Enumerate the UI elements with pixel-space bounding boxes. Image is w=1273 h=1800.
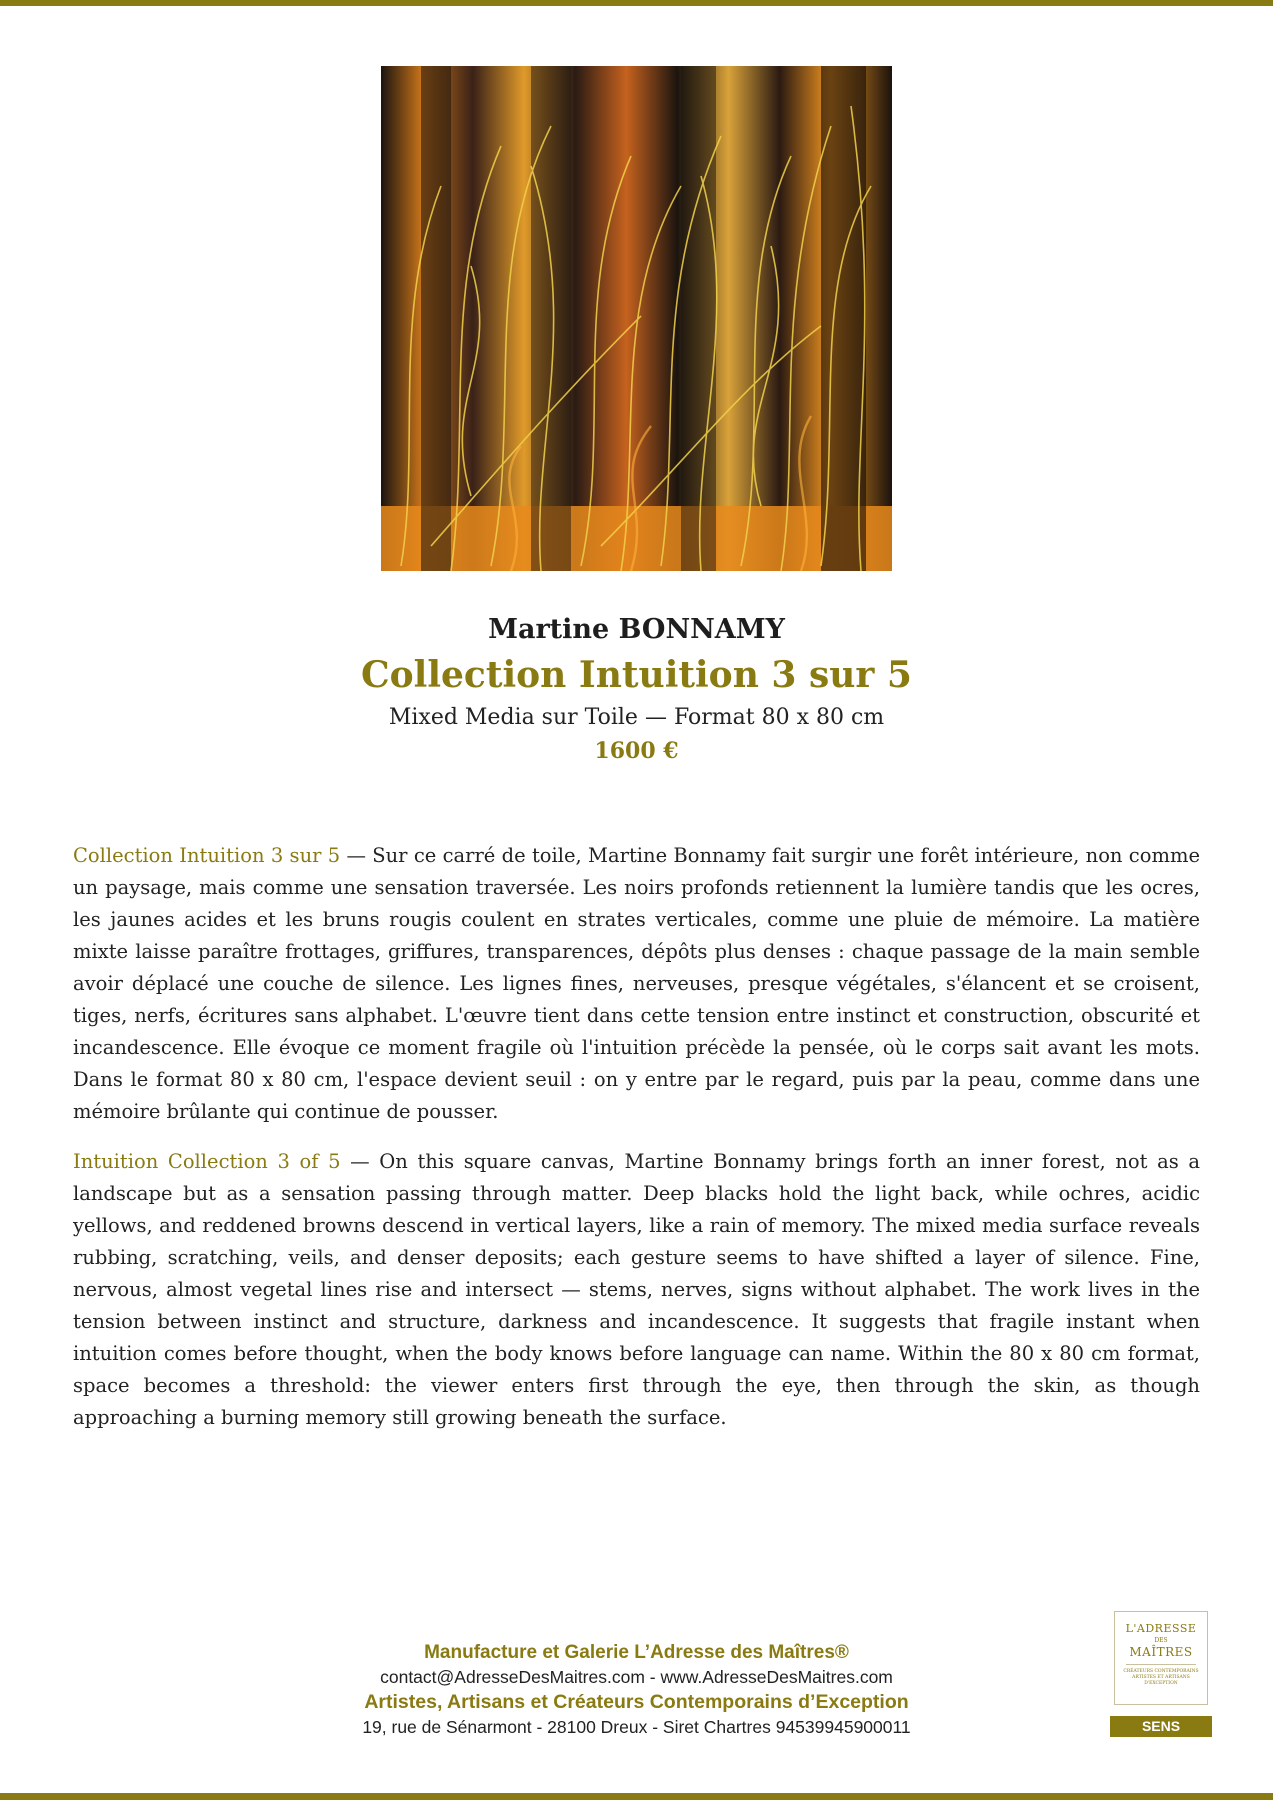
logo-line-1: L'ADRESSE (1125, 1622, 1197, 1635)
footer-gallery-name: Manufacture et Galerie L’Adresse des Maîtres® (424, 1642, 849, 1663)
logo-divider (1126, 1664, 1196, 1665)
footer-contact[interactable]: contact@AdresseDesMaitres.com - www.AdresseDesMaitres.com (380, 1667, 893, 1687)
abstract-painting-icon (381, 66, 892, 571)
description-fr-lead: Collection Intuition 3 sur 5 (73, 844, 341, 867)
top-border (0, 0, 1273, 6)
footer-tagline: Artistes, Artisans et Créateurs Contemporains d’Exception (364, 1691, 909, 1713)
artist-name: Martine BONNAMY (488, 614, 785, 645)
artwork-image (381, 66, 892, 571)
sens-badge: SENS (1110, 1716, 1212, 1737)
description-en-lead: Intuition Collection 3 of 5 (73, 1150, 341, 1173)
description-en-text: — On this square canvas, Martine Bonnamy brings forth an inner forest, not as a landscape but as a sensation passing through matter. Deep blacks hold the light back, while ochres, acidic yellows, and reddened browns descend in vertical layers, like a rain of memory. The mixed media surface reveals rubbing, scratching, veils, and denser deposits; each gesture seems to have shifted a layer of silence. Fine, nervous, almost vegetal lines rise and intersect — stems, nerves, signs without alphabet. The work lives in the tension between instinct and structure, darkness and incandescence. It suggests that fragile instant when intuition comes before thought, when the body knows before language can name. Within the 80 x 80 cm format, space becomes a threshold: the viewer enters first through the eye, then through the skin, as though approaching a burning memory still growing beneath the surface. (73, 1150, 1200, 1429)
logo-line-2: DES (1154, 1637, 1168, 1644)
description-fr-text: — Sur ce carré de toile, Martine Bonnamy fait surgir une forêt intérieure, non comme un paysage, mais comme une sensation traversée. Les noirs profonds retiennent la lumière tandis que les ocres, les jaunes acides et les bruns rougis coulent en strates verticales, comme une pluie de mémoire. La matière mixte laisse paraître frottages, griffures, transparences, dépôts plus denses : chaque passage de la main semble avoir déplacé une couche de silence. Les lignes fines, nerveuses, presque végétales, s'élancent et se croisent, tiges, nerfs, écritures sans alphabet. L'œuvre tient dans cette tension entre instinct et construction, obscurité et incandescence. Elle évoque ce moment fragile où l'intuition précède la pensée, où le corps sait avant les mots. Dans le format 80 x 80 cm, l'espace devient seuil : on y entre par le regard, puis par la peau, comme dans une mémoire brûlante qui continue de pousser. (73, 844, 1200, 1123)
artwork-price: 1600 € (594, 738, 679, 764)
bottom-border (0, 1793, 1273, 1800)
description-fr (73, 840, 1200, 1128)
footer (0, 1640, 1273, 1740)
footer-address: 19, rue de Sénarmont - 28100 Dreux - Siret Chartres 94539945900011 (362, 1717, 911, 1737)
artwork-title: Collection Intuition 3 sur 5 (361, 654, 912, 696)
description-en (73, 1146, 1200, 1434)
artwork-medium-format: Mixed Media sur Toile — Format 80 x 80 cm (388, 705, 885, 730)
logo-line-3: MAÎTRES (1129, 1645, 1193, 1659)
gallery-logo (1114, 1611, 1208, 1705)
logo-line-4: CRÉATEURS CONTEMPORAINS ARTISTES ET ARTISANS D'EXCEPTION (1123, 1669, 1199, 1686)
